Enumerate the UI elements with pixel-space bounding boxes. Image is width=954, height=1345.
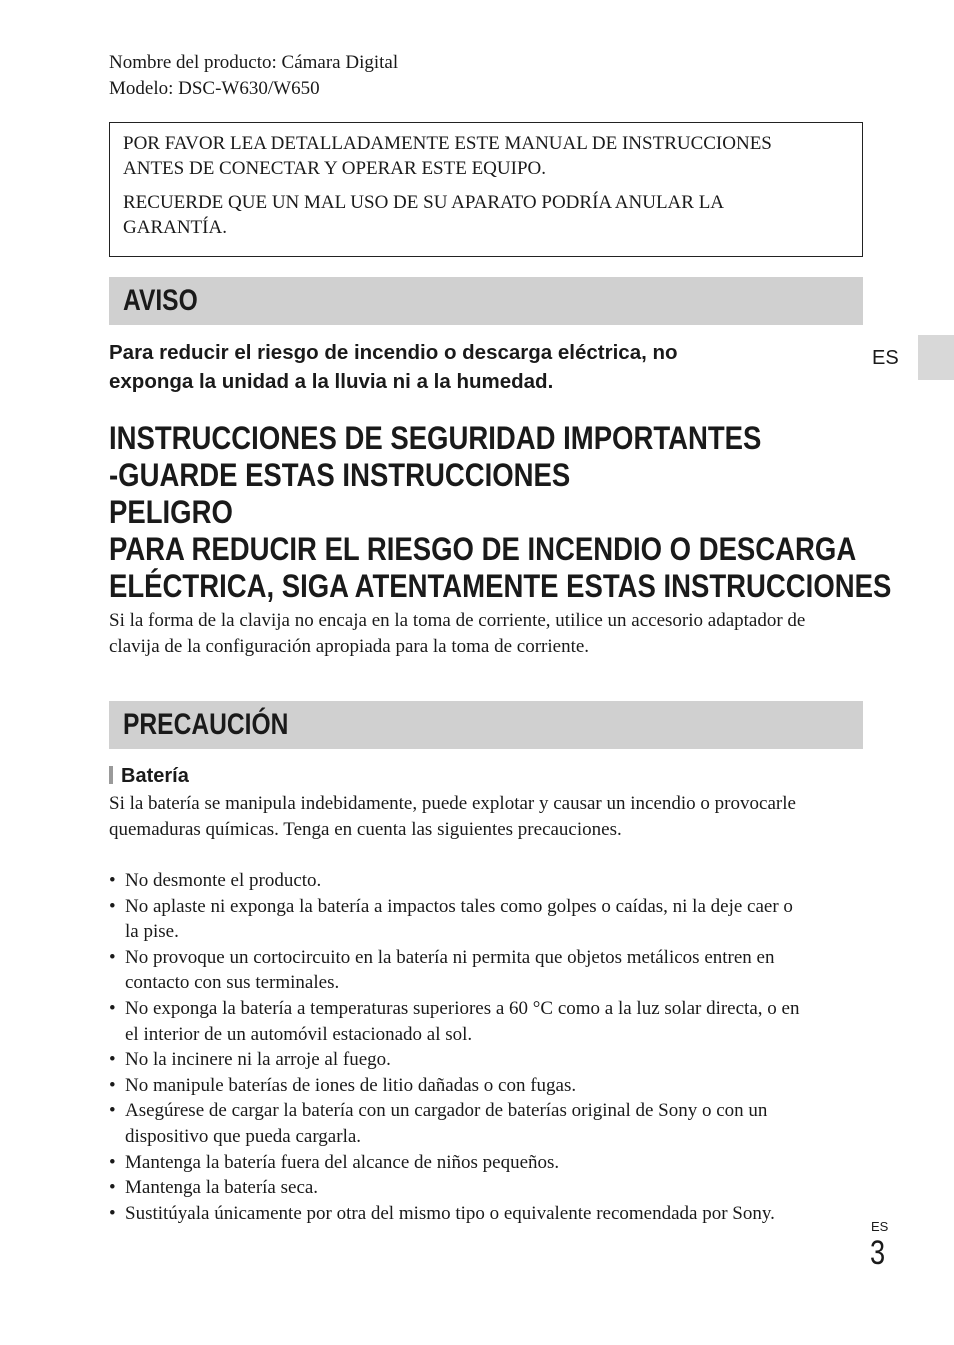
list-item: • Mantenga la batería seca. — [109, 1175, 869, 1201]
product-name-line: Nombre del producto: Cámara Digital — [109, 52, 399, 73]
battery-intro-text: Si la batería se manipula indebidamente, puede explotar y causar un incendio o provocarle quemaduras químicas. Tenga en cuenta las siguientes precauciones. — [109, 793, 796, 840]
footer-language-label: ES — [871, 1219, 889, 1234]
battery-subheading: Batería — [109, 763, 189, 789]
notice-paragraph-warranty: RECUERDE QUE UN MAL USO DE SU APARATO PODRÍA ANULAR LA GARANTÍA. — [123, 192, 725, 238]
warning-notice-box — [109, 122, 863, 257]
aviso-warning-text: Para reducir el riesgo de incendio o descarga eléctrica, no exponga la unidad a la lluvia ni a la humedad. — [109, 341, 678, 393]
list-item: • Mantenga la batería fuera del alcance de niños pequeños. — [109, 1150, 869, 1176]
list-item: • Sustitúyala únicamente por otra del mismo tipo o equivalente recomendada por Sony. — [109, 1201, 869, 1227]
list-item: • No exponga la batería a temperaturas superiores a 60 °C como a la luz solar directa, o en el interior de un automóvil estacionado al sol. — [109, 996, 869, 1047]
subheading-marker — [109, 766, 113, 784]
page-number: 3 — [870, 1234, 886, 1272]
list-item: • No aplaste ni exponga la batería a impactos tales como golpes o caídas, ni la deje caer o la pise. — [109, 894, 869, 945]
list-item: • No provoque un cortocircuito en la batería ni permita que objetos metálicos entren en contacto con sus terminales. — [109, 945, 869, 996]
safety-instructions-heading — [109, 420, 892, 605]
safety-heading-line: INSTRUCCIONES DE SEGURIDAD IMPORTANTES — [109, 420, 762, 456]
aviso-section-header — [109, 277, 863, 325]
danger-heading: PELIGRO — [109, 494, 233, 530]
list-item: • No desmonte el producto. — [109, 868, 869, 894]
notice-paragraph-read-manual: POR FAVOR LEA DETALLADAMENTE ESTE MANUAL DE INSTRUCCIONES ANTES DE CONECTAR Y OPERAR ESTE EQUIPO. — [123, 133, 772, 179]
side-tab-language-label: ES — [872, 347, 899, 369]
model-line: Modelo: DSC-W630/W650 — [109, 78, 320, 99]
safety-heading-line: ELÉCTRICA, SIGA ATENTAMENTE ESTAS INSTRUCCIONES — [109, 568, 892, 604]
list-item: • Asegúrese de cargar la batería con un cargador de baterías original de Sony o con un dispositivo que pueda cargarla. — [109, 1098, 869, 1149]
safety-heading-line: -GUARDE ESTAS INSTRUCCIONES — [109, 457, 571, 493]
list-item: • No la incinere ni la arroje al fuego. — [109, 1047, 869, 1073]
safety-heading-line: PARA REDUCIR EL RIESGO DE INCENDIO O DESCARGA — [109, 531, 857, 567]
precaucion-title: PRECAUCIÓN — [123, 708, 289, 741]
precaucion-section-header — [109, 701, 863, 749]
battery-precautions-list — [109, 868, 869, 1226]
plug-adapter-text: Si la forma de la clavija no encaja en la toma de corriente, utilice un accesorio adaptador de clavija de la configuración apropiada para la toma de corriente. — [109, 610, 806, 657]
product-info — [109, 50, 398, 102]
language-side-tab — [918, 335, 954, 380]
list-item: • No manipule baterías de iones de litio dañadas o con fugas. — [109, 1073, 869, 1099]
aviso-title: AVISO — [123, 284, 198, 317]
